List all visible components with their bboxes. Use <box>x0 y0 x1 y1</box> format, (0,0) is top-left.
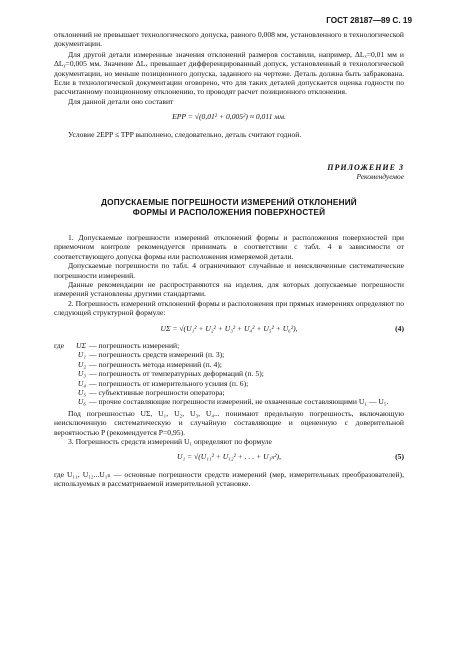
paragraph: 3. Погрешность средств измерений U₁ определяют по формуле <box>68 437 272 446</box>
definition-symbol: UΣ <box>76 340 86 350</box>
definition-symbol: U₆ <box>77 397 86 407</box>
formula-4-row <box>54 324 404 333</box>
definition-symbol: U₅ <box>77 387 86 397</box>
definition-symbol: U₁ <box>77 350 86 360</box>
section-title <box>54 198 404 219</box>
definition-row <box>54 388 404 397</box>
page-header: ГОСТ 28187—89 С. 19 <box>326 16 412 25</box>
definition-row <box>54 369 404 378</box>
paragraph: 2. Погрешность измерений отклонений формы и расположения при прямых измерениях определяют по следующей структурной формуле: <box>54 298 404 318</box>
formula-5: U₁ = √(U₁₁² + U₁₂² + . . . + U₁ₙ²), <box>177 452 281 462</box>
formula-4: UΣ = √(U₁² + U₂² + U₃² + U₄² + U₅² + U₆²), <box>160 323 298 333</box>
appendix-note: Рекомендуемое <box>356 172 404 182</box>
definition-list <box>54 341 404 407</box>
paragraph: Для другой детали измеренные значения отклонений размеров составили, например, ΔLₓ=0,01 мм и ΔLᵧ=0,005 мм. Значение ΔLₓ превышает дифференцированный допуск, установленный в технологической документации, но меньше позиционного допуска, заданного на чертеже. Деталь должна быть забракована. Если в технологической документации оговорено, что для таких деталей допускается оценка годности по рассчитанному позиционному отклонению, то проводят расчет позиционного отклонения. <box>54 49 404 97</box>
paragraph: Допускаемые погрешности по табл. 4 ограничивают случайные и неисключенные систематические погрешности измерений. <box>54 261 404 280</box>
equation-number: (5) <box>395 452 404 462</box>
definition-text: — погрешность измерений; <box>89 340 180 350</box>
definition-text: — погрешность средств измерений (п. 3); <box>89 350 225 360</box>
definition-row <box>54 360 404 369</box>
paragraph: Для данной детали оно составит <box>68 96 174 106</box>
paragraph: Условие 2EPP ≤ TPP выполнено, следовательно, деталь считают годной. <box>68 129 302 139</box>
equation-number: (4) <box>395 323 404 333</box>
definition-row <box>54 397 404 406</box>
definition-symbol: U₄ <box>77 378 86 388</box>
section-title-line: ДОПУСКАЕМЫЕ ПОГРЕШНОСТИ ИЗМЕРЕНИЙ ОТКЛОНЕНИЙ <box>101 197 357 207</box>
definition-symbol: U₂ <box>77 359 86 369</box>
definition-row <box>54 341 404 350</box>
definition-text: — погрешность от измерительного усилия (п. 6); <box>89 378 249 388</box>
section-title-line: ФОРМЫ И РАСПОЛОЖЕНИЯ ПОВЕРХНОСТЕЙ <box>132 208 326 218</box>
text-column <box>54 30 404 489</box>
paragraph: где U₁₁, U₁₂...U₁ₙ — основные погрешности средств измерений (мер, измерительных преобразователей), используемых в рассматриваемой измерительной установке. <box>54 469 404 489</box>
appendix-label: ПРИЛОЖЕНИЕ 3 <box>327 163 404 173</box>
formula-5-row <box>54 452 404 461</box>
where-label: где <box>54 340 64 350</box>
definition-row <box>54 379 404 388</box>
paragraph: отклонений не превышает технологического допуска, равного 0,008 мм, установленного в технологической документации. <box>54 30 404 49</box>
definition-text: — погрешность от температурных деформаций (п. 5); <box>89 369 264 379</box>
formula-epp: EPP = √(0,01² + 0,005²) ≈ 0,011 мм. <box>172 112 286 122</box>
definition-text: — субъективные погрешности оператора; <box>89 387 225 397</box>
paragraph: 1. Допускаемые погрешности измерений отклонений формы и расположения поверхностей при приемочном контроле рекомендуется принимать в соответствии с табл. 4 в зависимости от соответствующего допуска формы или расположения измеряемой детали. <box>54 232 404 261</box>
definition-symbol: U₃ <box>77 369 86 379</box>
definition-text: — погрешность метода измерений (п. 4); <box>89 359 222 369</box>
paragraph: Под погрешностью UΣ, U₁, U₂, U₃, U₄... понимают предельную погрешность, включающую неисключенную систематическую и случайную составляющие и оцененную с доверительной вероятностью P (рекомендуется P=0,95). <box>54 408 404 437</box>
definition-row <box>54 350 404 359</box>
definition-text: — прочие составляющие погрешности измерений, не охваченные составляющими U₁ — U₅. <box>89 397 389 407</box>
paragraph: Данные рекомендации не распространяются на изделия, для которых допускаемые погрешности измерений установлены другими стандартами. <box>54 279 404 299</box>
